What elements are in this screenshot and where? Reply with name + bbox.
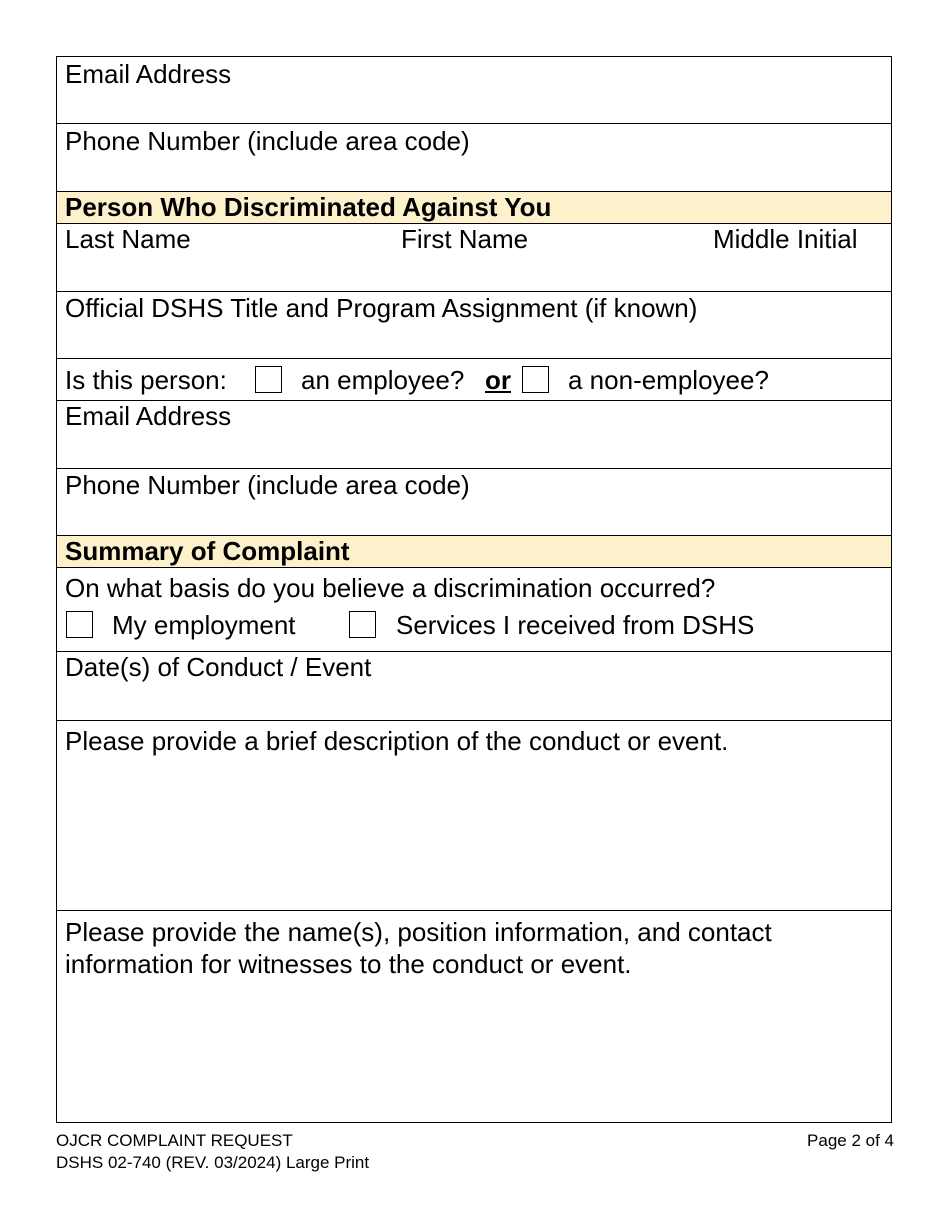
employee-checkbox[interactable] [255,366,282,393]
dates-label: Date(s) of Conduct / Event [65,652,372,682]
complainant-phone-label: Phone Number (include area code) [65,126,470,156]
middle-initial-label: Middle Initial [713,224,858,254]
footer-form-number: DSHS 02-740 (REV. 03/2024) Large Print [56,1153,370,1172]
basis-question: On what basis do you believe a discrimination occurred? [65,573,716,603]
complaint-form [56,56,892,1123]
witnesses-label-line2: information for witnesses to the conduct or event. [65,949,632,979]
services-option-label: Services I received from DSHS [396,610,755,640]
person-section-header [57,192,891,224]
person-phone-label: Phone Number (include area code) [65,470,470,500]
person-title-label: Official DSHS Title and Program Assignment (if known) [65,293,698,323]
is-person-label: Is this person: [65,365,227,395]
footer-form-title: OJCR COMPLAINT REQUEST [56,1131,293,1150]
non-employee-label: a non-employee? [568,365,769,395]
summary-section-header [57,536,891,568]
employee-label: an employee? [301,365,465,395]
person-section-heading: Person Who Discriminated Against You [65,192,552,222]
description-field[interactable] [57,721,891,911]
services-checkbox[interactable] [349,611,376,638]
employment-checkbox[interactable] [66,611,93,638]
dates-field[interactable] [57,652,891,721]
witnesses-field[interactable] [57,911,891,1122]
person-email-field[interactable] [57,401,891,469]
summary-section-heading: Summary of Complaint [65,536,350,566]
non-employee-checkbox[interactable] [522,366,549,393]
footer-page-number: Page 2 of 4 [807,1131,894,1150]
person-title-field[interactable] [57,292,891,359]
witnesses-label [57,911,891,980]
basis-row [57,568,891,652]
complainant-phone-field[interactable] [57,124,891,192]
person-email-label: Email Address [65,401,232,431]
complainant-email-label: Email Address [65,59,232,89]
description-label: Please provide a brief description of the conduct or event. [65,726,729,756]
employee-status-row [57,359,891,401]
witnesses-label-line1: Please provide the name(s), position information, and contact [65,917,772,947]
or-label: or [485,365,511,395]
last-name-label: Last Name [65,224,191,254]
person-phone-field[interactable] [57,469,891,536]
person-name-field[interactable] [57,224,891,292]
first-name-label: First Name [401,224,529,254]
employment-option-label: My employment [112,610,296,640]
complainant-email-field[interactable] [57,57,891,124]
